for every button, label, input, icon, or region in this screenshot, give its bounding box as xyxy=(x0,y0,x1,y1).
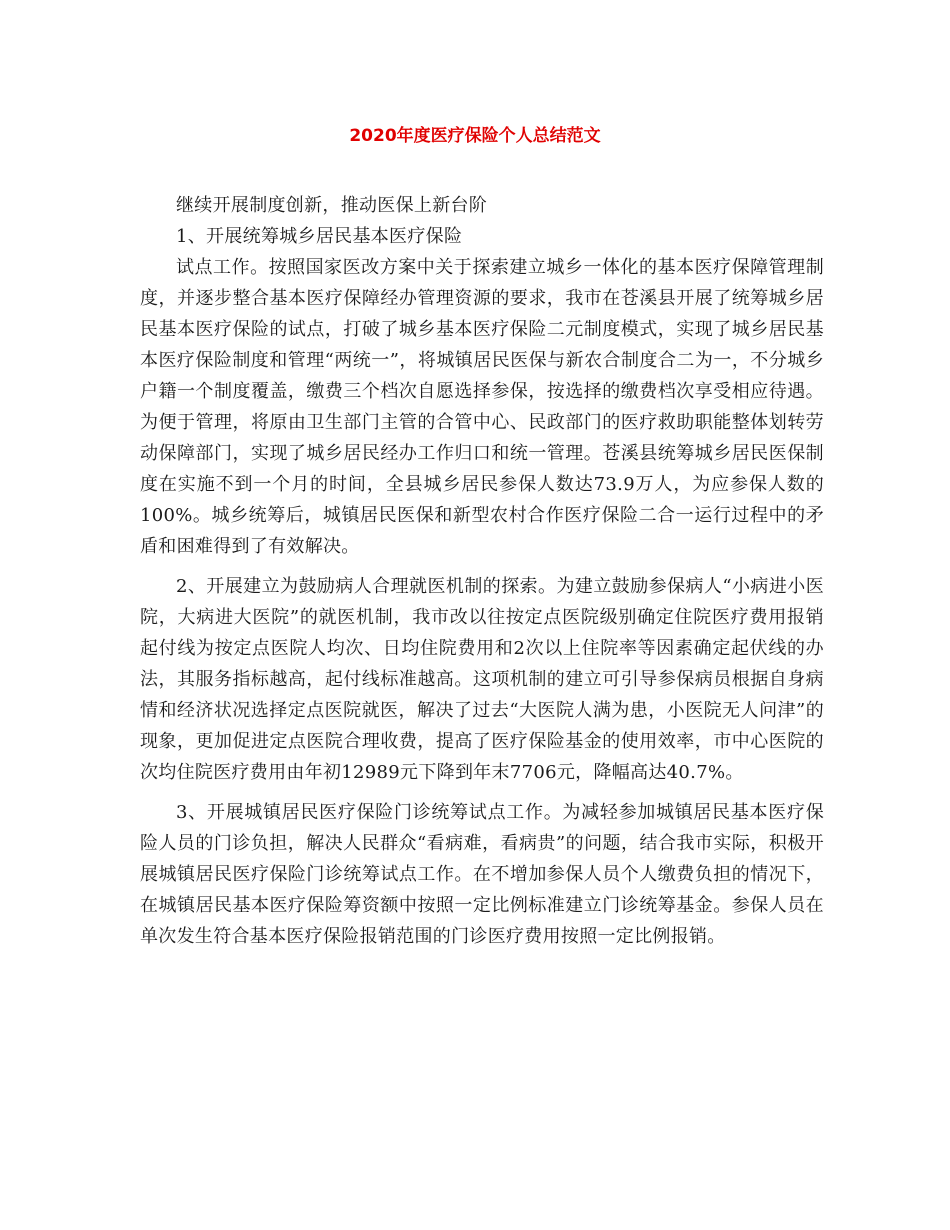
paragraph-section-3: 3、开展城镇居民医疗保险门诊统筹试点工作。为减轻参加城镇居民基本医疗保险人员的门诊负担，解决人民群众“看病难，看病贵”的问题，结合我市实际，积极开展城镇居民医疗保险门诊统筹试点工作。在不增加参保人员个人缴费负担的情况下，在城镇居民基本医疗保险筹资额中按照一定比例标准建立门诊统筹基金。参保人员在单次发生符合基本医疗保险报销范围的门诊医疗费用按照一定比例报销。 xyxy=(140,802,824,947)
document-title: 2020年度医疗保险个人总结范文 xyxy=(349,126,601,146)
paragraph-section-2: 2、开展建立为鼓励病人合理就医机制的探索。为建立鼓励参保病人“小病进小医院，大病进大医院”的就医机制，我市改以往按定点医院级别确定住院医疗费用报销起付线为按定点医院人均次、日均住院费用和2次以上住院率等因素确定起伏线的办法，其服务指标越高，起付线标准越高。这项机制的建立可引导参保病员根据自身病情和经济状况选择定点医院就医，解决了过去“大医院人满为患，小医院无人问津”的现象，更加促进定点医院合理收费，提高了医疗保险基金的使用效率，市中心医院的次均住院医疗费用由年初12989元下降到年末7706元，降幅高达40.7%。 xyxy=(140,576,824,783)
paragraph-section-1-body: 试点工作。按照国家医改方案中关于探索建立城乡一体化的基本医疗保障管理制度，并逐步整合基本医疗保障经办管理资源的要求，我市在苍溪县开展了统筹城乡居民基本医疗保险的试点，打破了城乡基本医疗保险二元制度模式，实现了城乡居民基本医疗保险制度和管理“两统一”，将城镇居民医保与新农合制度合二为一，不分城乡户籍一个制度覆盖，缴费三个档次自愿选择参保，按选择的缴费档次享受相应待遇。为便于管理，将原由卫生部门主管的合管中心、民政部门的医疗救助职能整体划转劳动保障部门，实现了城乡居民经办工作归口和统一管理。苍溪县统筹城乡居民医保制度在实施不到一个月的时间，全县城乡居民参保人数达73.9万人，为应参保人数的100%。城乡统筹后，城镇居民医保和新型农村合作医疗保险二合一运行过程中的矛盾和困难得到了有效解决。 xyxy=(140,257,824,557)
paragraph-section-1-heading: 1、开展统筹城乡居民基本医疗保险 xyxy=(176,226,463,247)
paragraph-heading: 继续开展制度创新，推动医保上新台阶 xyxy=(176,195,488,216)
document-body xyxy=(140,190,824,952)
